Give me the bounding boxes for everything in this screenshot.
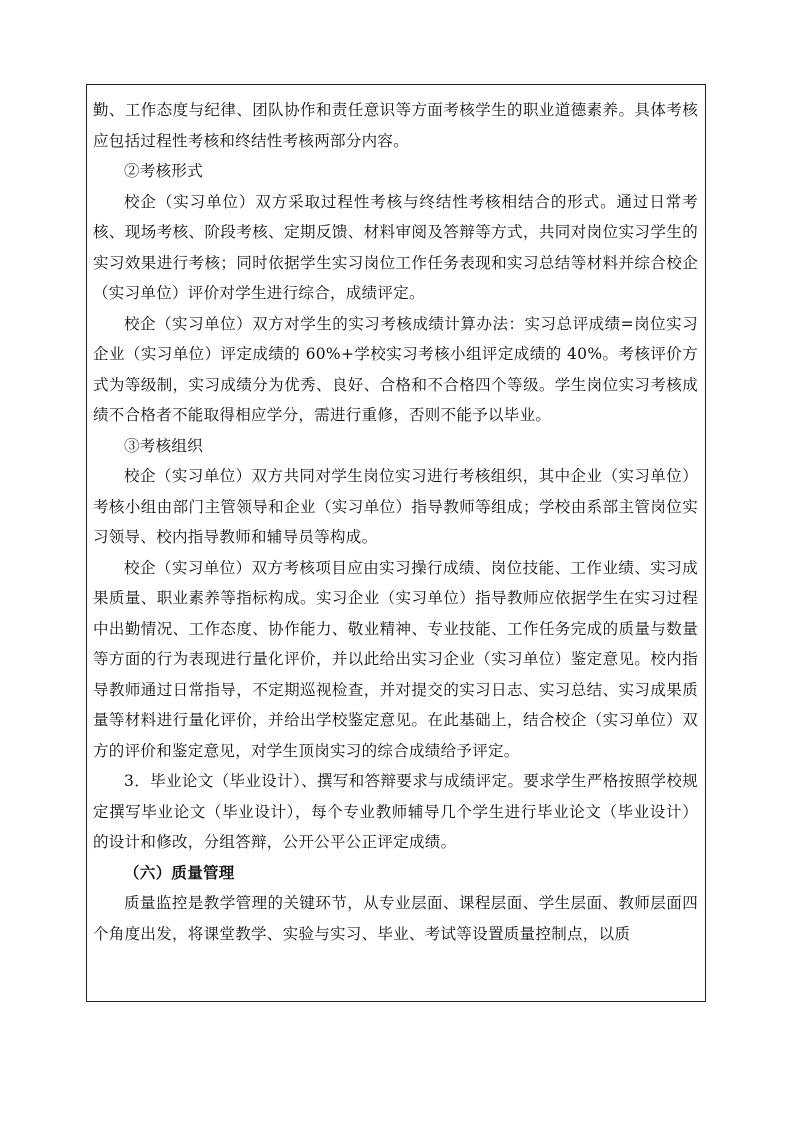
paragraph-assessment-organization: 校企（实习单位）双方共同对学生岗位实习进行考核组织，其中企业（实习单位）考核小组由部门主管领导和企业（实习单位）指导教师等组成；学校由系部主管岗位实习领导、校内指导教师和辅导员等构成。 — [93, 467, 698, 546]
heading-assessment-form: ②考核形式 — [124, 162, 204, 180]
document-body — [93, 95, 698, 949]
paragraph-assessment-form: 校企（实习单位）双方采取过程性考核与终结性考核相结合的形式。通过日常考核、现场考核、阶段考核、定期反馈、材料审阅及答辩等方式，共同对岗位实习学生的实习效果进行考核；同时依据学生实习岗位工作任务表现和实习总结等材料并综合校企（实习单位）评价对学生进行综合，成绩评定。 — [93, 192, 698, 302]
paragraph-score-calculation: 校企（实习单位）双方对学生的实习考核成绩计算办法：实习总评成绩=岗位实习企业（实习单位）评定成绩的 60%+学校实习考核小组评定成绩的 40%。考核评价方式为等级制，实习成绩分为优秀、良好、合格和不合格四个等级。学生岗位实习考核成绩不合格者不能取得相应学分，需进行重修，否则不能予以毕业。 — [93, 314, 698, 424]
paragraph-quality-monitoring: 质量监控是教学管理的关键环节，从专业层面、课程层面、学生层面、教师层面四个角度出发，将课堂教学、实验与实习、毕业、考试等设置质量控制点，以质 — [93, 894, 698, 943]
paragraph-professional-ethics: 勤、工作态度与纪律、团队协作和责任意识等方面考核学生的职业道德素养。具体考核应包括过程性考核和终结性考核两部分内容。 — [93, 101, 698, 150]
paragraph-assessment-items: 校企（实习单位）双方考核项目应由实习操行成绩、岗位技能、工作业绩、实习成果质量、职业素养等指标构成。实习企业（实习单位）指导教师应依据学生在实习过程中出勤情况、工作态度、协作能力、敬业精神、专业技能、工作任务完成的质量与数量等方面的行为表现进行量化评价，并以此给出实习企业（实习单位）鉴定意见。校内指导教师通过日常指导，不定期巡视检查，并对提交的实习日志、实习总结、实习成果质量等材料进行量化评价，并给出学校鉴定意见。在此基础上，结合校企（实习单位）双方的评价和鉴定意见，对学生顶岗实习的综合成绩给予评定。 — [93, 558, 698, 760]
section-heading-quality-management: （六）质量管理 — [124, 862, 235, 882]
heading-assessment-organization: ③考核组织 — [124, 436, 204, 455]
paragraph-graduation-thesis: 3．毕业论文（毕业设计）、撰写和答辩要求与成绩评定。要求学生严格按照学校规定撰写毕业论文（毕业设计），每个专业教师辅导几个学生进行毕业论文（毕业设计）的设计和修改，分组答辩，公开公平公正评定成绩。 — [93, 772, 698, 851]
